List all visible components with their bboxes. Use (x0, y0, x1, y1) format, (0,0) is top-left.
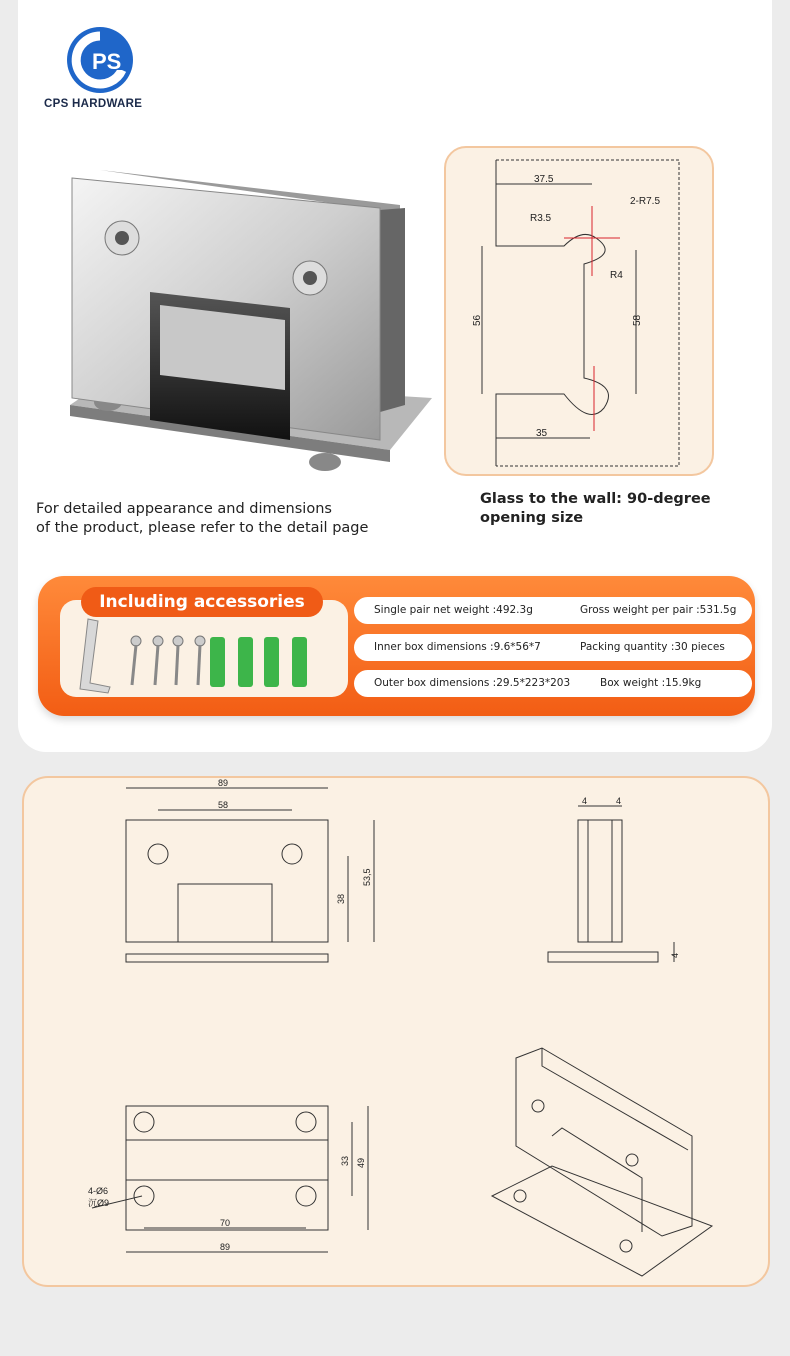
wall-plug-icon (264, 637, 279, 687)
caption-left-line2: of the product, please refer to the detail page (36, 520, 369, 536)
brand-name: CPS HARDWARE (44, 98, 143, 110)
caption-left-line1: For detailed appearance and dimensions (36, 501, 332, 517)
caption-right-line2: opening size (480, 510, 584, 526)
dim-37-5: 37.5 (534, 174, 554, 185)
screw-icon (195, 636, 205, 685)
caption-right-line1: Glass to the wall: 90-degree (480, 491, 711, 507)
wall-plug-icon (292, 637, 307, 687)
screw-icon (153, 636, 163, 685)
spec-box-weight: Box weight :15.9kg (600, 677, 702, 689)
wall-plug-icon (210, 637, 225, 687)
caption-left (36, 500, 436, 538)
opening-diagram (444, 146, 714, 476)
front-height-38: 38 (336, 893, 346, 904)
screw-icon (131, 636, 141, 685)
spec-net-weight: Single pair net weight :492.3g (374, 604, 533, 616)
technical-drawings (22, 776, 770, 1287)
side-base: 4 (670, 952, 680, 958)
side-t1: 4 (582, 796, 588, 806)
bottom-hole-spec1: 4-Ø6 (88, 1186, 109, 1196)
bottom-d89: 89 (220, 1242, 231, 1252)
dim-56: 56 (472, 314, 483, 326)
front-height-53-5: 53,5 (362, 868, 372, 886)
bottom-height-33: 33 (340, 1155, 350, 1166)
spec-inner-box: Inner box dimensions :9.6*56*7 (374, 641, 541, 653)
bottom-view (92, 1106, 368, 1252)
front-width: 89 (218, 778, 229, 788)
iso-view (492, 1048, 712, 1276)
accessories-title: Including accessories (81, 587, 323, 617)
bottom-height-49: 49 (356, 1157, 366, 1168)
dim-2-r7-5: 2-R7.5 (630, 196, 661, 207)
spec-packing-qty: Packing quantity :30 pieces (580, 641, 725, 653)
wall-plug-icon (238, 637, 253, 687)
side-view (548, 806, 674, 962)
dim-35: 35 (536, 428, 548, 439)
bottom-d70: 70 (220, 1218, 231, 1228)
bottom-hole-spec2: 沉Ø9 (88, 1198, 110, 1208)
dim-58: 58 (632, 314, 643, 326)
dim-r3-5: R3.5 (530, 213, 552, 224)
front-view (126, 788, 374, 962)
svg-text:PS: PS (92, 49, 122, 74)
product-photo (60, 150, 440, 500)
accessories-illustration (60, 615, 348, 695)
front-hole-spacing: 58 (218, 800, 229, 810)
spec-row (354, 670, 752, 697)
screw-icon (173, 636, 183, 685)
spec-row (354, 634, 752, 661)
hex-key-icon (80, 619, 110, 693)
spec-gross-weight: Gross weight per pair :531.5g (580, 604, 737, 616)
spec-outer-box: Outer box dimensions :29.5*223*203 (374, 677, 571, 689)
spec-row (354, 597, 752, 624)
side-t2: 4 (616, 796, 622, 806)
dim-r4: R4 (610, 270, 623, 281)
caption-right (480, 490, 760, 528)
